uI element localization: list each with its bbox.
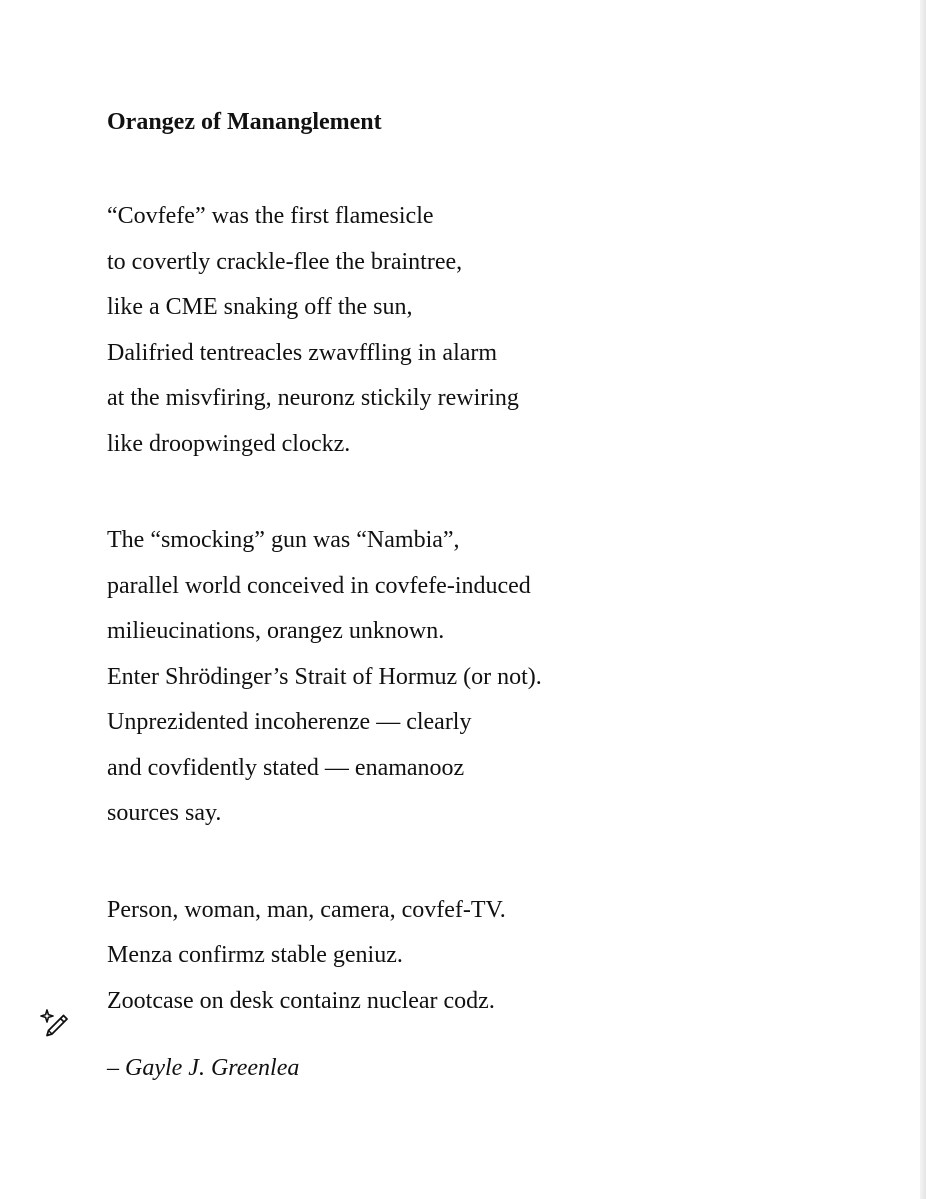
poem-line: “Covfefe” was the first flamesicle [107,203,434,229]
poem-line: parallel world conceived in covfefe-induced [107,572,531,599]
poem-line: at the misvfiring, neuronz stickily rewiring [107,385,519,411]
poem-line: like droopwinged clockz. [107,430,351,457]
poem-line: like a CME snaking off the sun, [107,294,413,320]
stanza-1 [107,194,887,467]
poem-line: Dalifried tentreacles zwavffling in alarm [107,339,498,366]
page-edge [920,0,926,1199]
poem-line: to covertly crackle-flee the braintree, [107,248,463,275]
poem-line: and covfidently stated — enamanooz [107,754,465,781]
poem-line: Unprezidented incoherenze — clearly [107,709,472,735]
poem-title: Orangez of Mananglement [107,109,382,135]
stanza-2 [107,518,887,837]
stanza-3 [107,888,887,1025]
poem-line: milieucinations, orangez unknown. [107,618,445,644]
poem-line: Enter Shrödinger’s Strait of Hormuz (or not). [107,663,542,690]
poem-line: Zootcase on desk containz nuclear codz. [107,987,495,1014]
poem-line: Menza confirmz stable geniuz. [107,942,403,968]
poem-line: Person, woman, man, camera, covfef-TV. [107,896,506,923]
poem-line: The “smocking” gun was “Nambia”, [107,527,460,553]
poem-attribution: – Gayle J. Greenlea [107,1055,300,1081]
sparkle-pen-icon[interactable] [38,1007,72,1041]
poem [107,104,887,1075]
poem-line: sources say. [107,800,222,826]
